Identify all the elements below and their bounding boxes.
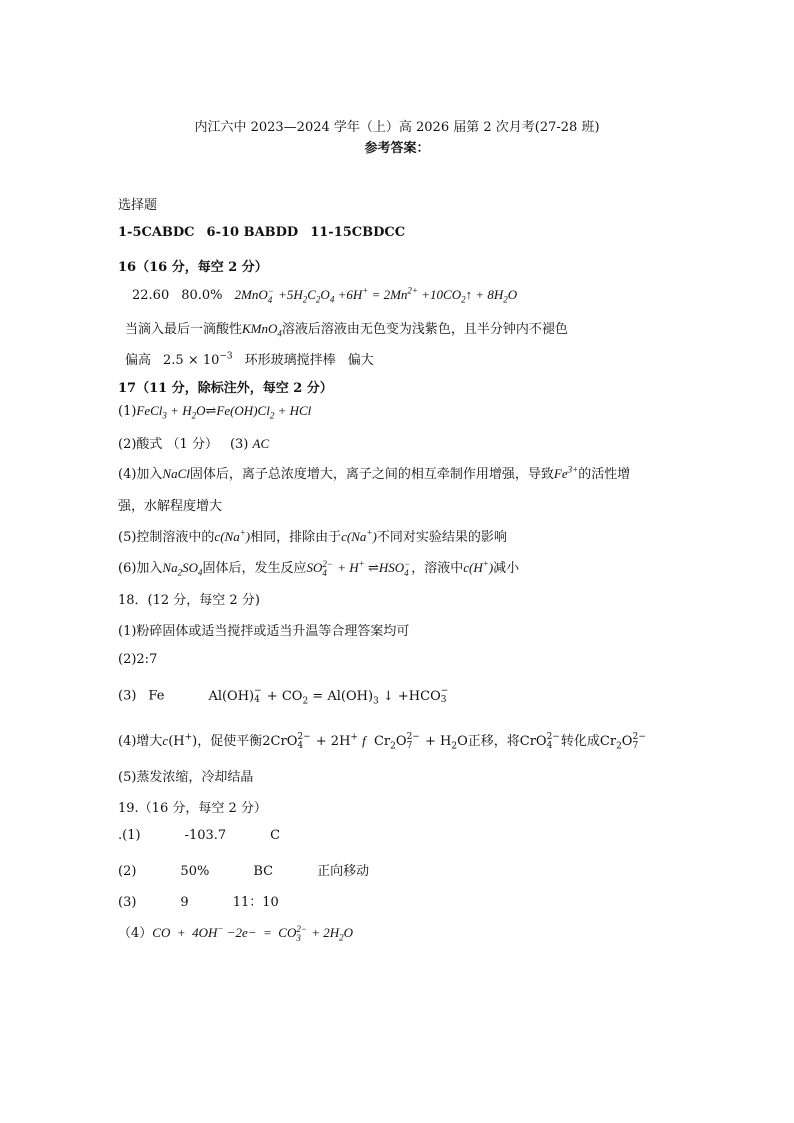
c-h: c(H+) [463,558,494,575]
q19-part2 [118,860,369,879]
q18-part4-a: (4)增大 [118,734,163,749]
q17-part4-c: 的活性增 [578,467,631,482]
q16-line2-a: 当滴入最后一滴酸性 [125,322,243,337]
q18-part3-answer: Fe [148,688,165,704]
page-title: 内江六中 2023—2024 学年（上）高 2026 届第 2 次月考(27-28 班) [194,120,600,135]
q16-value-4-base: 2.5 × 10 [163,353,220,368]
q17-part4 [118,463,630,482]
q18-equation-1: Al(OH) − 4 + $CO_2 = Al(OH)_3$ ↓ +HCO − 3 [208,686,449,707]
q16-value-2: 80.0% [181,288,223,303]
c-na-1: c(Na+) [214,527,251,544]
cr2o7-ion: $Cr_2O$ 2− 7 [599,731,646,752]
choice-answers-1: 1-5CABDC [118,225,195,240]
q19-part3-value: 9 [180,895,189,910]
q17-part6-c: ，溶液中 [411,561,464,576]
q17-part5 [118,526,507,545]
q16-value-4-exp: −3 [219,351,233,362]
q16-value-1: 22.60 [132,288,170,303]
nacl-formula: NaCl [162,466,190,481]
page-subtitle: 参考答案： [364,141,430,156]
q17-part1 [118,403,311,419]
q17-part4-b: 固体后，离子总浓度增大，离子之间的相互牵制作用增强，导致 [189,467,554,482]
na2so4-formula: $Na_2SO_4$ [162,560,203,578]
q19-part3-label: (3) [118,895,137,910]
choice-answers [118,225,405,240]
q17-part2-text: (2)酸式 （1 分） [118,437,218,452]
q17-part3-label: (3) [229,437,249,452]
q16-value-5: 环形玻璃搅拌棒 [244,353,336,368]
q19-heading: 19.（16 分，每空 2 分） [118,801,267,816]
q19-part3-ratio: 11：10 [232,895,279,910]
c-na-2: c(Na+) [341,527,377,544]
q17-part1-label: (1) [118,404,137,419]
q17-part6-d: 减小 [493,561,520,576]
q17-part5-b: 相同，排除由于 [250,530,342,545]
q17-part6-b: 固体后，发生反应 [202,561,307,576]
q16-value-6: 偏大 [347,353,374,368]
q19-part2-choice: BC [253,864,274,879]
q18-part3-label: (3) [118,688,137,704]
q18-part4-b: ，促使平衡 [197,734,263,749]
q16-value-3: 偏高 [125,353,152,368]
q19-part1-label: .(1) [118,828,141,843]
q19-part1-choice: C [270,828,281,843]
q18-part2: (2)2:7 [118,652,158,667]
q16-line1 [132,287,517,305]
q17-equation-2: SO 2− 4 + H+ ⇌HSO − 4 [306,558,411,579]
q16-equation: 2MnO − 4 $+5H_2C_2O_4 +6H^+ = 2Mn^{2+}$ $+10CO_2↑ + 8H_2O$ [234,285,518,306]
q19-part3 [118,891,279,910]
q18-equilibrium: 2CrO 2− 4 + 2H+ f $Cr_2O$ 2− 7 + $H_2O$ [262,731,468,752]
q18-part4-c: 正移，将 [467,734,520,749]
q17-part6-a: (6)加入 [118,561,163,576]
q18-heading: 18．(12 分，每空 2 分) [118,593,260,608]
q17-part4-a: (4)加入 [118,467,163,482]
q19-part4-label: （4） [118,926,153,941]
q16-line2-b: 溶液后溶液由无色变为浅紫色，且半分钟内不褪色 [281,322,568,337]
q17-part4-continued: 强，水解程度增大 [118,499,223,514]
q16-heading: 16（16 分，每空 2 分） [118,260,268,275]
q18-part3 [118,687,449,705]
fe3-ion: $Fe^{3+}$ [553,464,579,481]
q19-part2-label: (2) [118,864,137,879]
choice-answers-2: 6-10 BABDD [206,225,299,240]
choice-heading: 选择题 [118,198,158,213]
q17-part5-a: (5)控制溶液中的 [118,530,215,545]
q19-part4 [118,922,353,943]
q17-part6 [118,557,519,578]
q18-part4: (4)增大c(H+)，促使平衡2CrO 2− 4 + 2H+ f $Cr_2O$ 2− 7 + $H_2O$正移，将CrO 2− 4 转化成$Cr_2O$ 2− 7 [118,731,646,752]
q19-equation: CO + 4OH− −2e− = CO 2− 3 + $2H_2O$ [152,923,354,944]
q18-part1: (1)粉碎固体或适当搅拌或适当升温等合理答案均可 [118,624,410,639]
q18-part4-d: 转化成 [560,734,600,749]
q17-part5-c: 不同对实验结果的影响 [376,530,507,545]
q16-line2 [125,318,568,337]
q17-heading: 17（11 分，除标注外，每空 2 分） [118,381,333,396]
q17-part2 [118,433,269,452]
c-h-2: c [162,733,169,748]
choice-answers-3: 11-15CBDCC [310,225,406,240]
q19-part2-text: 正向移动 [317,864,370,879]
q18-part5: (5)蒸发浓缩，冷却结晶 [118,770,254,785]
q17-part3-answer: AC [252,436,270,451]
q16-value-4 [163,353,233,368]
q19-part1 [118,828,280,843]
q19-part2-value: 50% [180,864,210,879]
cro4-ion: CrO 2− 4 [519,731,560,751]
kmno4-formula: KMnO$_4$ [242,321,282,339]
q19-part1-value: -103.7 [184,828,227,843]
q16-line3 [125,349,374,368]
q17-equation-1: FeCl$_3$ + $H_2O\rightleftharpoons Fe(OH)Cl_2$ + HCl [136,403,312,421]
